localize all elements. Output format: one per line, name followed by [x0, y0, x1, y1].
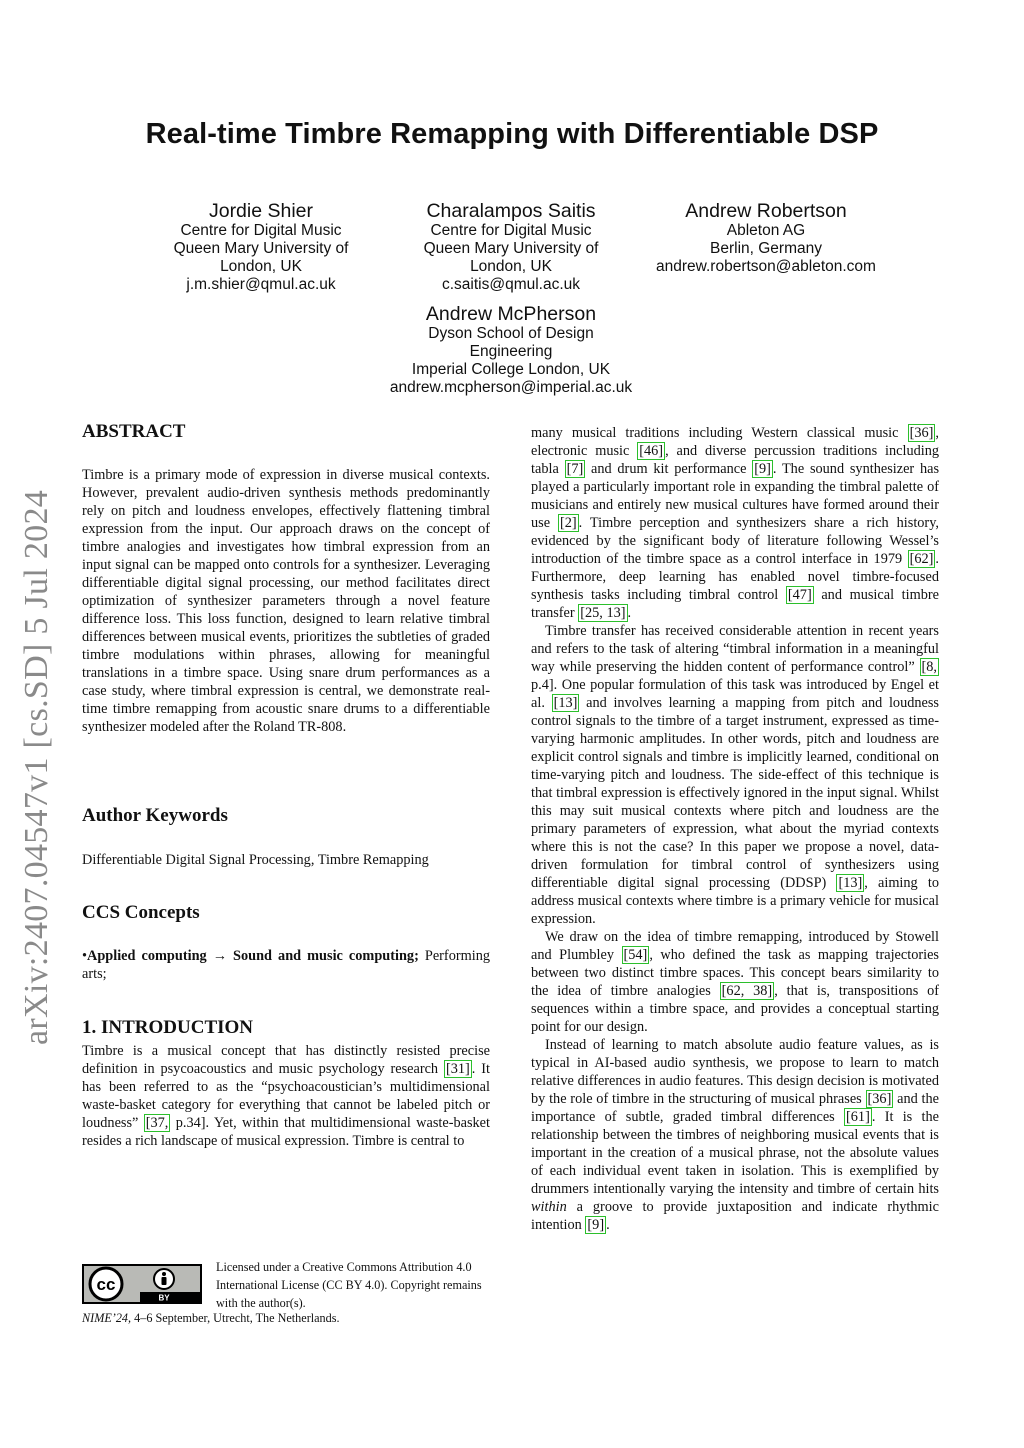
- citation-link[interactable]: [62]: [909, 551, 934, 567]
- by-label: BY: [158, 1293, 170, 1302]
- citation-link[interactable]: [36]: [867, 1091, 892, 1107]
- bullet: •: [82, 948, 88, 964]
- author-name: Andrew McPherson: [425, 303, 597, 325]
- citation-link[interactable]: [2]: [560, 515, 577, 531]
- author-email: c.saitis@qmul.ac.uk: [441, 276, 581, 293]
- citation-link[interactable]: [31]: [445, 1061, 470, 1077]
- cc-label: cc: [96, 1275, 116, 1294]
- citation-link[interactable]: [36]: [909, 425, 934, 441]
- author-affiliation: Centre for Digital Music: [430, 222, 592, 239]
- cc-by-license-badge[interactable]: [82, 1264, 202, 1304]
- author-name: Andrew Robertson: [685, 200, 847, 222]
- citation-link[interactable]: [54]: [623, 947, 648, 963]
- citation-link[interactable]: [61]: [846, 1109, 870, 1125]
- citation-link[interactable]: [9]: [587, 1217, 605, 1233]
- author-name: Charalampos Saitis: [426, 200, 596, 222]
- citation-link[interactable]: [8,: [921, 659, 937, 675]
- intro-paragraph-1: Timbre is a musical concept that has distinctly resisted precise definition in psycoacoustics and music psychology research [31] . It has been referred to as the “psychoacoustician’s multidimensional waste-basket category for everything that cannot be labeled pitch or loudness” [37, p.34]. Yet, within that multidimensional waste-basket resides a rich landscape of musical expression. Timbre is central to: [82, 1043, 490, 1149]
- abstract-body: [82, 466, 490, 736]
- author-affiliation: London, UK: [220, 258, 302, 275]
- paper-title: Real-time Timbre Remapping with Differentiable DSP: [145, 118, 879, 150]
- citation-link[interactable]: [13]: [553, 695, 578, 711]
- author-block-1: [150, 200, 372, 294]
- ccs-concept: Applied computing → Sound and music computing;: [87, 948, 419, 964]
- author-affiliation: Queen Mary University of: [173, 240, 349, 257]
- keywords-heading: Author Keywords: [82, 805, 228, 826]
- author-affiliation: Ableton AG: [726, 222, 806, 239]
- citation-link[interactable]: [37,: [145, 1115, 169, 1131]
- keywords-body: [82, 851, 502, 869]
- author-affiliation: Imperial College London, UK: [411, 361, 611, 378]
- intro-paragraph-2: Timbre transfer has received considerable attention in recent years and refers to the task of altering “timbral information in a meaningful way while preserving the hidden content of performance control” [8, p.4]. One popular formulation of this task was introduced by Engel et al. [13] and involves learning a mapping from pitch and loudness control signals to the timbre of a target instrument, expressed as time-varying harmonic amplitudes. In other words, pitch and loudness are explicit control signals and timbre is implicitly learned, conditional on time-varying pitch and loudness. The side-effect of this technique is that timbral expression is effectively ignored in the input signal. Whilst this may suit musical contexts where pitch and loudness are the primary parameters of expression, what about the myriad contexts where this is not the case? In this paper we propose a novel, data-driven formulation for timbral control of synthesizers using differentiable digital signal processing (DDSP) [13] , aiming to address musical contexts where timbre is a primary vehicle for musical expression.: [531, 623, 939, 927]
- author-name: Jordie Shier: [208, 200, 314, 222]
- abstract-text: Timbre is a primary mode of expression in diverse musical contexts. However, prevalent audio-driven synthesis methods predominantly rely on pitch and loudness envelopes, effectively flattening timbral expression from the input. Our approach draws on the concept of timbre analogies and investigates how timbral expression from an input signal can be mapped onto controls for a synthesizer. Leveraging differentiable digital signal processing, our method facilitates direct optimization of synthesizer parameters through a novel feature difference loss. This loss function, designed to learn relative timbral differences between musical events, prioritizes the subtleties of graded timbre modulations within phrases, allowing for meaningful translations in a timbre space. Using snare drum performances as a case study, where timbral expression is central, we demonstrate real-time timbre remapping from acoustic snare drums to a differentiable synthesizer modeled after the Roland TR-808.: [82, 467, 490, 735]
- ccs-concept-rest: Performing arts;: [82, 948, 490, 982]
- author-email: andrew.robertson@ableton.com: [656, 258, 876, 275]
- ccs-text: [82, 947, 490, 983]
- venue-details: 4–6 September, Utrecht, The Netherlands.: [131, 1311, 340, 1325]
- author-affiliation: London, UK: [470, 258, 552, 275]
- citation-link[interactable]: [25, 13]: [580, 605, 626, 621]
- citation-link[interactable]: [13]: [838, 875, 863, 891]
- intro-paragraph-4: Instead of learning to match absolute audio feature values, as is typical in AI-based audio synthesis, we propose to learn to match relative differences in audio features. This design decision is motivated by the role of timbre in the structuring of musical phrases [36] and the importance of subtle, graded timbral differences [61] . It is the relationship between the timbres of neighboring musical events that is important in the creation of a musical phrase, not the absolute values of each individual event taken in isolation. This is exemplified by drummers intentionally varying the intensity and timbre of certain hits within a groove to provide juxtaposition and indicate rhythmic intention [9] .: [531, 1037, 939, 1233]
- author-block-4: [380, 303, 642, 397]
- intro-left-body: [82, 1042, 490, 1150]
- intro-paragraph-3: We draw on the idea of timbre remapping, introduced by Stowell and Plumbley [54] , who defined the task as mapping trajectories between two distinct timbre spaces. This concept bears similarity to the idea of timbre analogies [62, 38] , that is, transpositions of sequences within a timbre space, and provides a conceptual starting point for our design.: [531, 929, 939, 1035]
- intro-paragraph-continued: many musical traditions including Western classical music [36] , electronic music [46] , and diverse percussion traditions including tabla [7] and drum kit performance [9] . The sound synthesizer has played a particularly important role in expanding the timbral palette of musicians and entirely new musical cultures have formed around their use [2] . Timbre perception and synthesizers share a rich history, evidenced by the significant body of literature following Wessel’s introduction of the timbre space as a control interface in 1979 [62] . Furthermore, deep learning has enabled novel timbre-focused synthesis tasks including timbral control [47] and musical timbre transfer [25, 13] .: [531, 425, 940, 621]
- citation-link[interactable]: [7]: [566, 461, 584, 477]
- citation-link[interactable]: [9]: [754, 461, 771, 477]
- ccs-body: [82, 947, 490, 983]
- cc-by-icon: [84, 1266, 200, 1302]
- citation-link[interactable]: [47]: [787, 587, 812, 603]
- author-affiliation: Centre for Digital Music: [180, 222, 342, 239]
- abstract-heading: ABSTRACT: [82, 421, 186, 442]
- author-affiliation: Berlin, Germany: [710, 240, 822, 257]
- license-text: Licensed under a Creative Commons Attribution 4.0 International License (CC BY 4.0). Copyright remains with the author(s).: [216, 1260, 482, 1310]
- author-block-2: [400, 200, 622, 294]
- arxiv-identifier: arXiv:2407.04547v1 [cs.SD] 5 Jul 2024: [18, 489, 55, 1045]
- author-affiliation: Queen Mary University of: [423, 240, 599, 257]
- venue-name: NIME’24,: [82, 1311, 132, 1325]
- author-email: j.m.shier@qmul.ac.uk: [186, 276, 336, 293]
- author-email: andrew.mcpherson@imperial.ac.uk: [389, 379, 633, 396]
- venue-line: [82, 1311, 340, 1326]
- ccs-heading: CCS Concepts: [82, 902, 200, 923]
- introduction-heading: 1. INTRODUCTION: [82, 1017, 254, 1038]
- author-affiliation: Dyson School of Design: [428, 325, 594, 342]
- author-affiliation: Engineering: [469, 343, 553, 360]
- keywords-text: Differentiable Digital Signal Processing, Timbre Remapping: [82, 852, 429, 868]
- intro-right-body: [531, 424, 939, 1234]
- citation-link[interactable]: [46]: [639, 443, 664, 459]
- author-block-3: [630, 200, 902, 276]
- citation-link[interactable]: [62, 38]: [721, 983, 773, 999]
